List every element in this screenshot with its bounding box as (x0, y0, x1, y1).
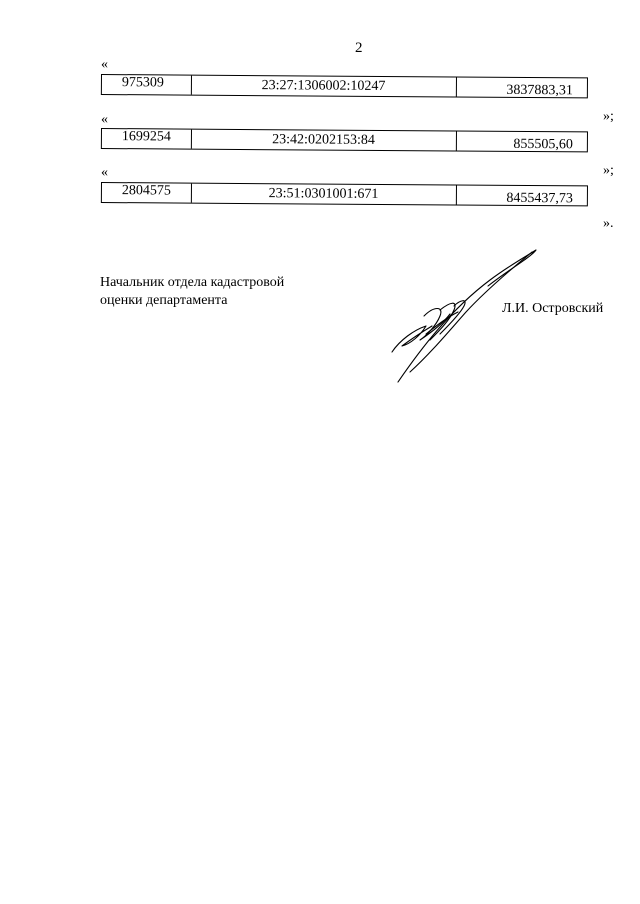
record-id: 1699254 (102, 129, 192, 149)
table-row (101, 128, 588, 152)
open-quote: « (101, 57, 108, 72)
record-id: 975309 (102, 75, 192, 95)
table-row (101, 74, 588, 98)
open-quote: « (101, 112, 108, 127)
cadastral-number: 23:51:0301001:671 (192, 184, 457, 205)
cadastral-value: 3837883,31 (506, 82, 573, 99)
close-quote: »; (603, 163, 614, 178)
record-id: 2804575 (102, 183, 192, 203)
close-quote: ». (603, 216, 614, 231)
cadastral-value: 8455437,73 (506, 190, 573, 207)
open-quote: « (101, 165, 108, 180)
signer-position-line: Начальник отдела кадастровой (100, 275, 285, 290)
table-row (101, 182, 588, 206)
signer-name: Л.И. Островский (502, 301, 604, 316)
cadastral-number: 23:27:1306002:10247 (192, 76, 457, 97)
page-number: 2 (355, 40, 363, 56)
close-quote: »; (603, 109, 614, 124)
cadastral-number: 23:42:0202153:84 (192, 130, 457, 151)
signer-position-line: оценки департамента (100, 293, 228, 308)
cadastral-value: 855505,60 (513, 136, 573, 153)
signer-position (100, 274, 284, 310)
